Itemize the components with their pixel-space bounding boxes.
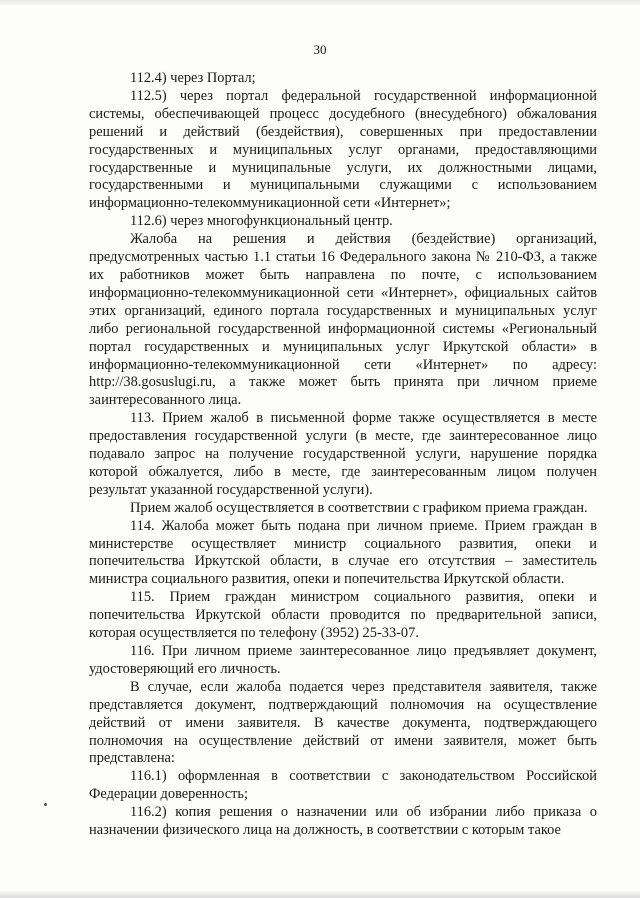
paragraph-113: 113. Прием жалоб в письменной форме также осуществляется в месте предоставления государственной услуги (в месте, где заинтересованное лицо подавало запрос на получение государственной услуги, нарушение порядка которой обжалуется, либо в месте, где заинтересованным лицом получен результат указанной государственной услуги). <box>89 410 597 498</box>
paragraph-reception-schedule: Прием жалоб осуществляется в соответствии с графиком приема граждан. <box>130 499 588 516</box>
paragraph-112-4: 112.4) через Портал; <box>130 70 256 86</box>
paragraph-115: 115. Прием граждан министром социального развития, опеки и попечительства Иркутской области проводится по предварительной записи, которая осуществляется по телефону (3952) 25-33-07. <box>89 589 597 642</box>
paragraph-116-2: 116.2) копия решения о назначении или об избрании либо приказа о назначении физического лица на должность, в соответствии с которым такое <box>89 804 597 839</box>
page-number: 30 <box>313 42 327 57</box>
paragraph-116-1: 116.1) оформленная в соответствии с законодательством Российской Федерации доверенность; <box>89 768 597 803</box>
paragraph-114: 114. Жалоба может быть подана при личном приеме. Прием граждан в министерстве осуществляет министр социального развития, опеки и попечительства Иркутской области, в случае его отсутствия – заместитель министра социального развития, опеки и попечительства Иркутской области. <box>89 517 597 588</box>
scan-dot-mark <box>44 803 47 806</box>
scan-edge-top <box>0 0 640 6</box>
paragraph-complaint-organizations: Жалоба на решения и действия (бездействие) организаций, предусмотренных частью 1.1 статьи 16 Федерального закона № 210-ФЗ, а также их работников может быть направлена по почте, с использованием информационно-телекоммуникационной сети «Интернет», официальных сайтов этих организаций, единого портала государственных и муниципальных услуг либо региональной государственной информационной системы «Региональный портал государственных и муниципальных услуг Иркутской области» в информационно-телекоммуникационной сети «Интернет» по адресу: http://38.gosuslugi.ru, а также может быть принята при личном приеме заинтересованного лица. <box>89 231 597 409</box>
paragraph-112-5: 112.5) через портал федеральной государственной информационной системы, обеспечивающей процесс досудебного (внесудебного) обжалования решений и действий (бездействия), совершенных при предоставлении государственных и муниципальных услуг органами, предоставляющими государственные и муниципальные услуги, их должностными лицами, государственными и муниципальными служащими с использованием информационно-телекоммуникационной сети «Интернет»; <box>89 87 597 212</box>
paragraph-representative: В случае, если жалоба подается через представителя заявителя, также представляется документ, подтверждающий полномочия на осуществление действий от имени заявителя. В качестве документа, подтверждающего полномочия на осуществление действий от имени заявителя, может быть представлена: <box>89 678 597 767</box>
document-body <box>89 70 597 840</box>
paragraph-112-6: 112.6) через многофункциональный центр. <box>130 213 393 230</box>
scan-edge-bottom <box>0 890 640 898</box>
paragraph-116: 116. При личном приеме заинтересованное лицо предъявляет документ, удостоверяющий его личность. <box>89 643 597 677</box>
